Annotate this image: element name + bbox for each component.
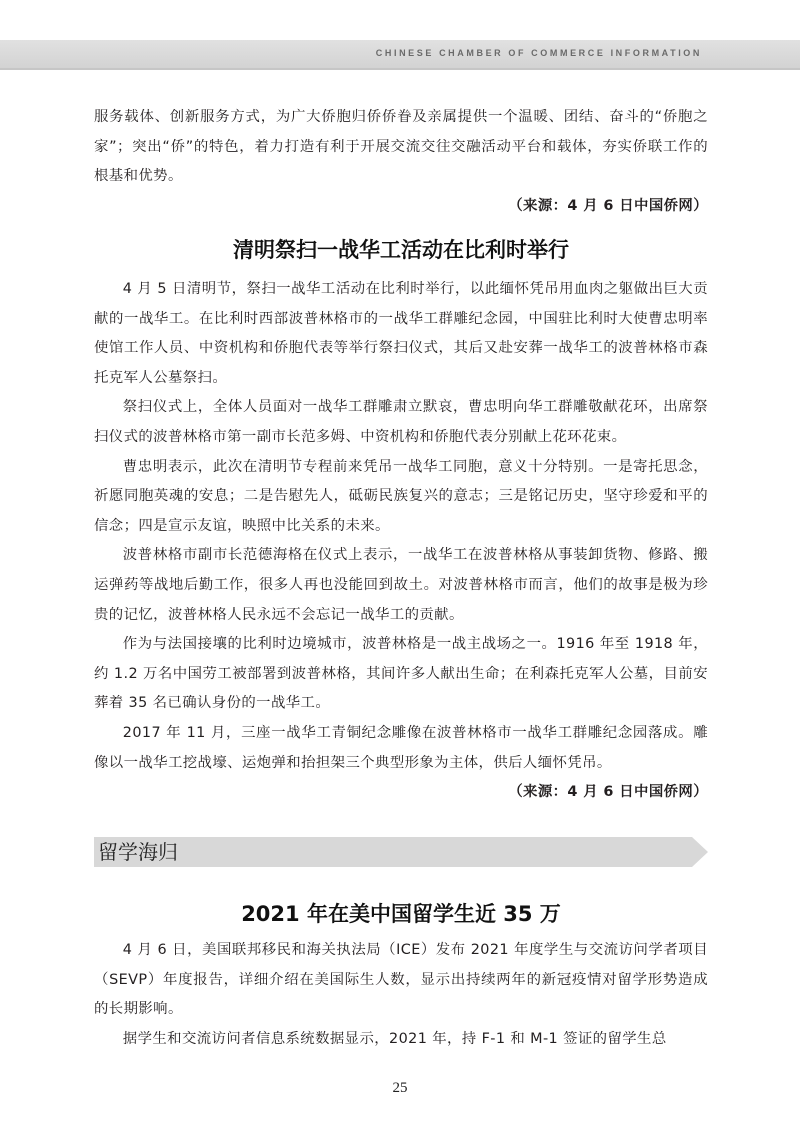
article1-paragraph: 祭扫仪式上，全体人员面对一战华工群雕肃立默哀，曹忠明向华工群雕敬献花环，出席祭扫仪式的波普林格市第一副市长范多姆、中资机构和侨胞代表分别献上花环花束。: [94, 399, 708, 445]
article1-body: [94, 275, 708, 808]
article2-paragraph: 据学生和交流访问者信息系统数据显示，2021 年，持 F-1 和 M-1 签证的留学生总: [122, 1030, 667, 1047]
article2-title: 2021 年在美中国留学生近 35 万: [241, 902, 561, 926]
article1-paragraph: 曹忠明表示，此次在清明节专程前来凭吊一战华工同胞，意义十分特别。一是寄托思念，祈愿同胞英魂的安息；二是告慰先人，砥砺民族复兴的意志；三是铭记历史，坚守珍爱和平的信念；四是宣示友谊，映照中比关系的未来。: [94, 458, 708, 534]
article1-paragraph: 波普林格市副市长范德海格在仪式上表示，一战华工在波普林格从事装卸货物、修路、搬运弹药等战地后勤工作，很多人再也没能回到故土。对波普林格市而言，他们的故事是极为珍贵的记忆，波普林格人民永远不会忘记一战华工的贡献。: [94, 547, 708, 623]
section-header-band: [94, 837, 708, 867]
article1-source: （来源：4 月 6 日中国侨网）: [508, 784, 708, 801]
article1-paragraph: 作为与法国接壤的比利时边境城市，波普林格是一战主战场之一。1916 年至 1918 年，约 1.2 万名中国劳工被部署到波普林格，其间许多人献出生命；在利森托克军人公墓，目前安葬着 35 名已确认身份的一战华工。: [94, 636, 708, 712]
intro-source: （来源：4 月 6 日中国侨网）: [508, 197, 708, 214]
article1-title: 清明祭扫一战华工活动在比利时举行: [233, 238, 569, 262]
article1-paragraph: 2017 年 11 月，三座一战华工青铜纪念雕像在波普林格市一战华工群雕纪念园落成。雕像以一战华工挖战壕、运炮弹和抬担架三个典型形象为主体，供后人缅怀凭吊。: [94, 724, 708, 771]
running-header-title: CHINESE CHAMBER OF COMMERCE INFORMATION: [375, 48, 702, 58]
article1-paragraph: 4 月 5 日清明节，祭扫一战华工活动在比利时举行，以此缅怀凭吊用血肉之躯做出巨大贡献的一战华工。在比利时西部波普林格市的一战华工群雕纪念园，中国驻比利时大使曹忠明率使馆工作人员、中资机构和侨胞代表等举行祭扫仪式，其后又赴安葬一战华工的波普林格市森托克军人公墓祭扫。: [94, 281, 708, 386]
page-number: 25: [392, 1080, 408, 1096]
intro-paragraph: 服务载体、创新服务方式，为广大侨胞归侨侨眷及亲属提供一个温暖、团结、奋斗的“侨胞之家”；突出“侨”的特色，着力打造有利于开展交流交往交融活动平台和载体，夯实侨联工作的根基和优势。: [94, 109, 708, 185]
intro-section: [94, 103, 708, 221]
section-header-label: 留学海归: [98, 840, 178, 864]
article2-body: [94, 936, 708, 1054]
article2-paragraph: 4 月 6 日，美国联邦移民和海关执法局（ICE）发布 2021 年度学生与交流访问学者项目（SEVP）年度报告，详细介绍在美国际生人数，显示出持续两年的新冠疫情对留学形势造成的长期影响。: [94, 942, 708, 1018]
